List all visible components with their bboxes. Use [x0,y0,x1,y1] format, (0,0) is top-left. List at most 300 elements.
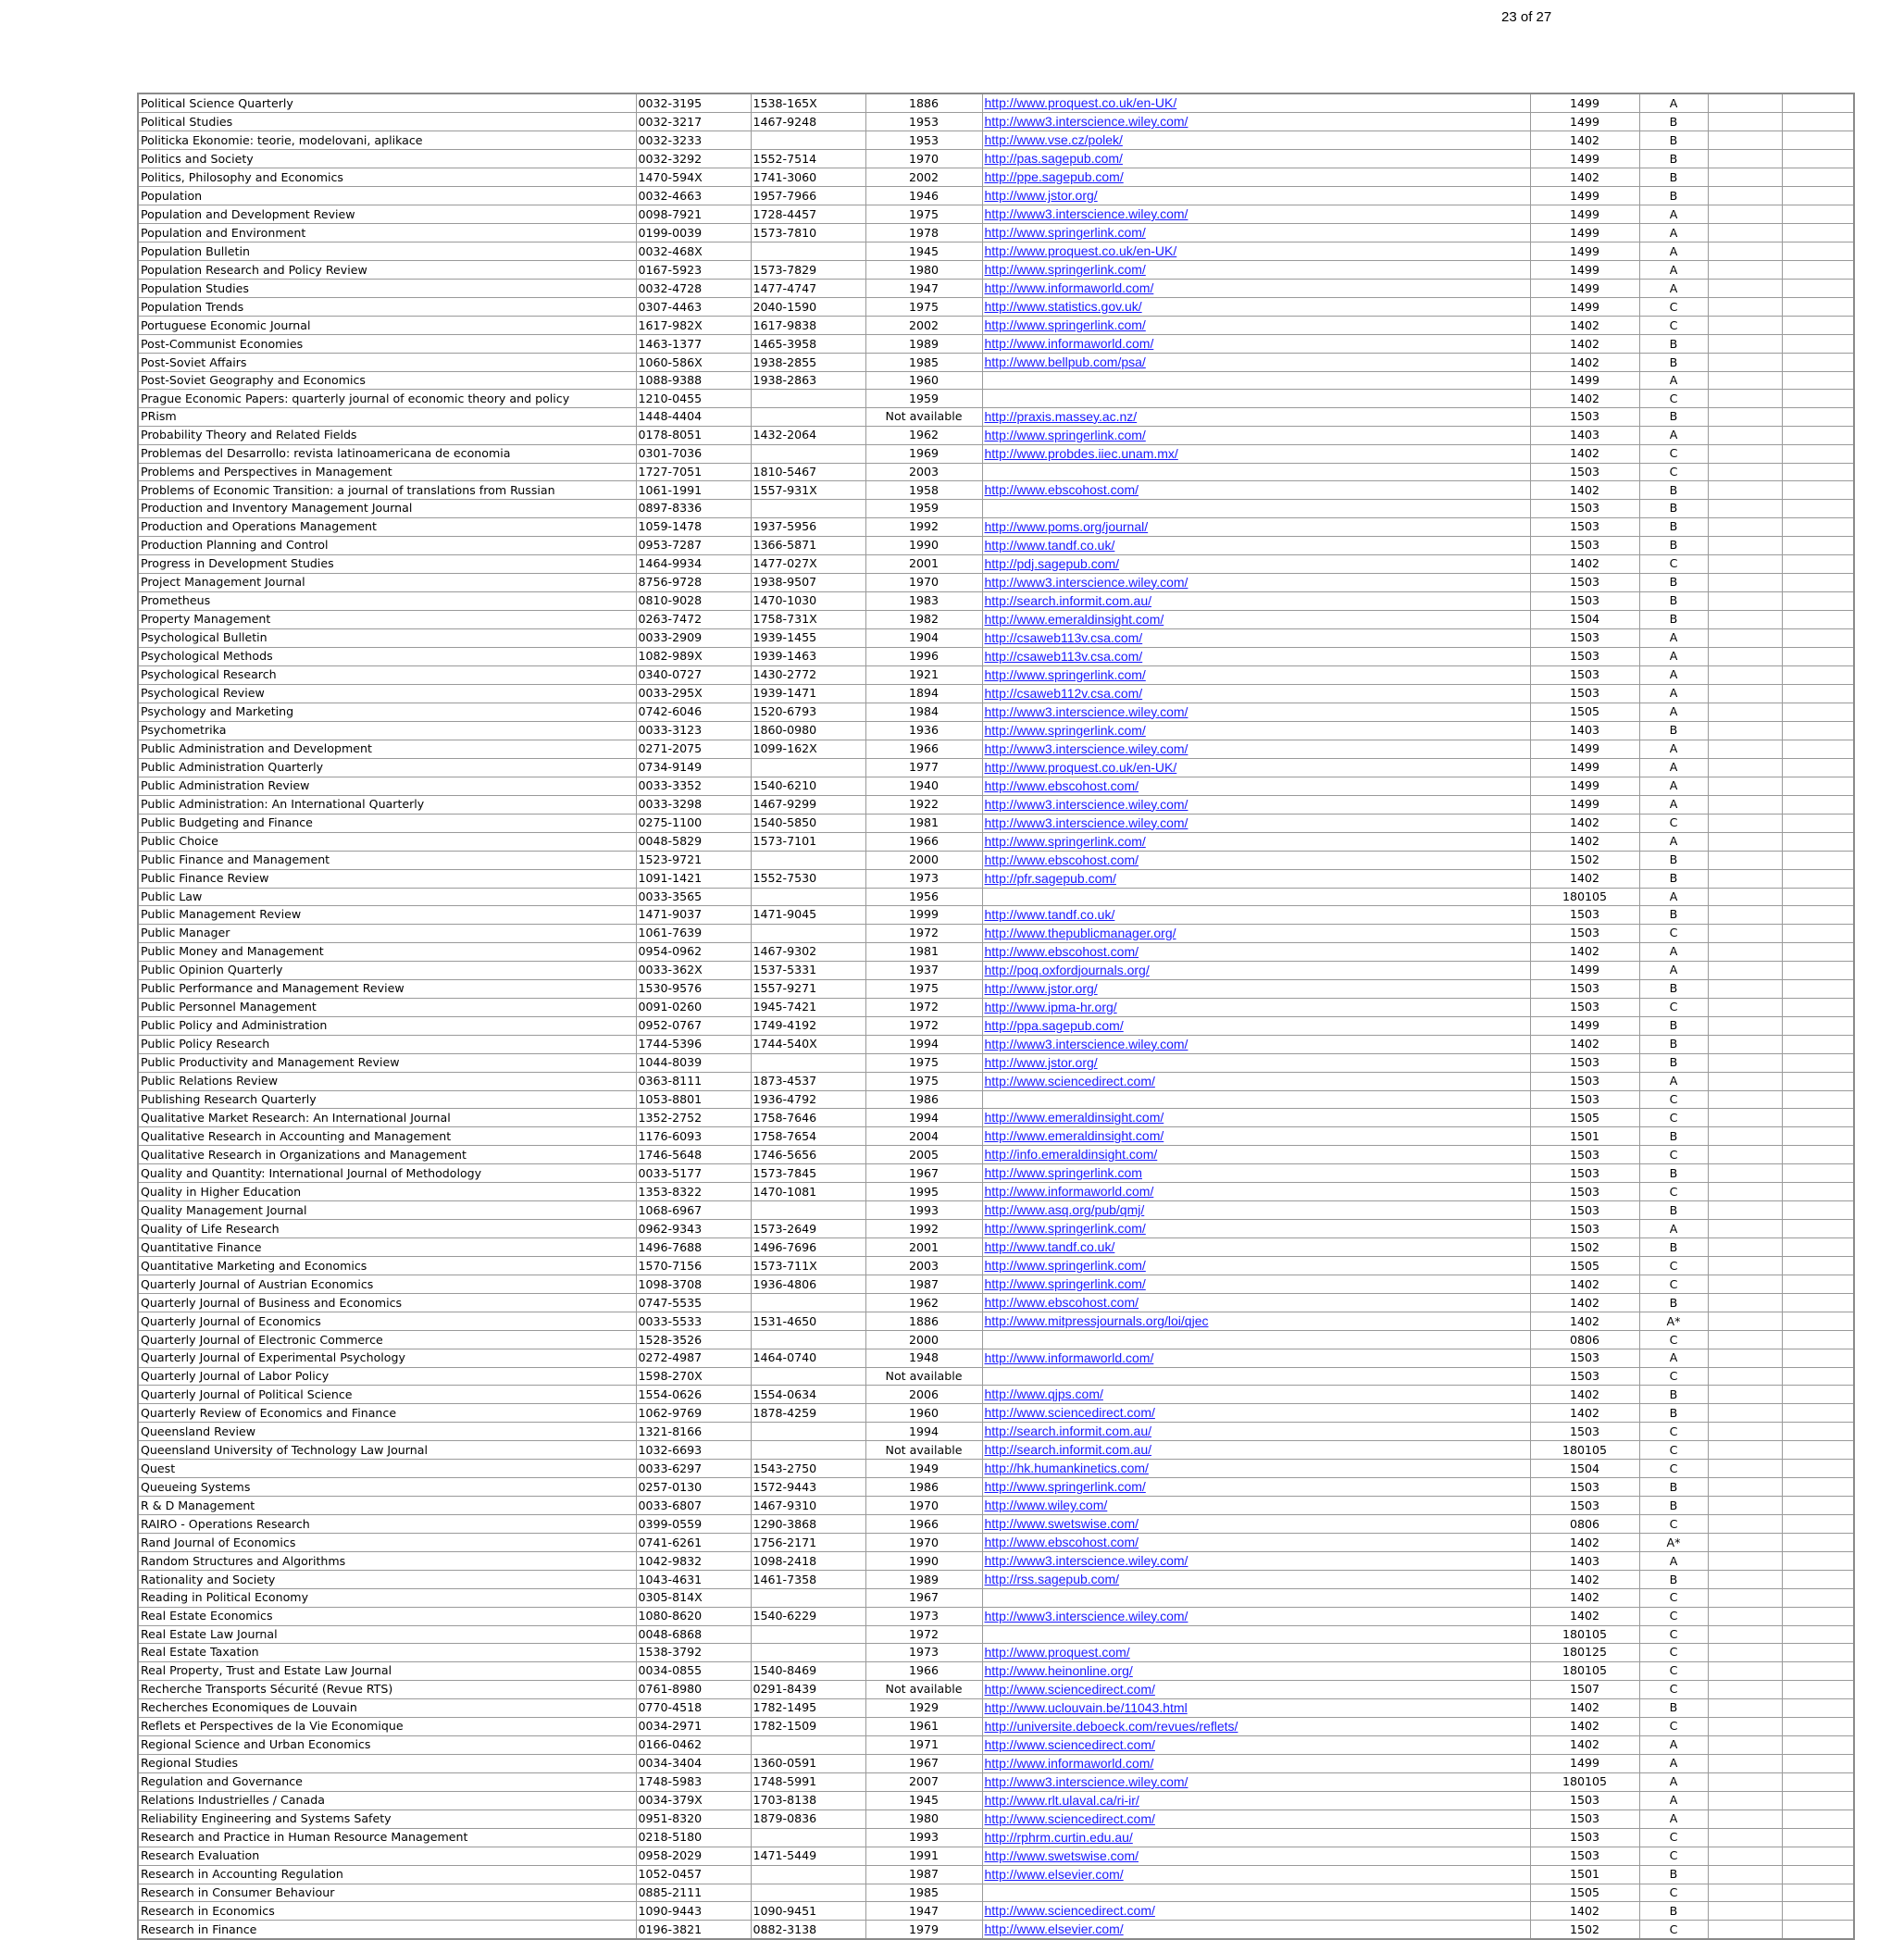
for-code-cell: 1501 [1530,1127,1639,1146]
journal-title-cell: Rand Journal of Economics [138,1534,636,1552]
empty-cell [1782,517,1854,536]
eissn-cell: 1748-5991 [751,1772,865,1791]
eissn-cell: 1937-5956 [751,517,865,536]
for-code-cell: 1402 [1530,554,1639,573]
journal-link[interactable]: http://www.asq.org/pub/qmj/ [984,1202,1145,1218]
journal-title-cell: Qualitative Research in Accounting and Management [138,1127,636,1146]
journal-link[interactable]: http://www3.interscience.wiley.com/ [984,740,1188,756]
journal-url-cell [982,1090,1530,1108]
for-code-cell: 1402 [1530,814,1639,832]
start-year-cell: 1937 [865,961,982,979]
empty-cell [1782,1053,1854,1072]
issn-cell: 0741-6261 [636,1534,751,1552]
journal-link[interactable]: http://www.emeraldinsight.com/ [984,611,1164,627]
journal-url-cell [982,1275,1530,1294]
empty-cell [1708,1735,1782,1754]
start-year-cell: 1922 [865,795,982,814]
empty-cell [1782,113,1854,131]
journal-url-cell [982,647,1530,665]
empty-cell [1782,1754,1854,1772]
empty-cell [1708,187,1782,205]
issn-cell: 0734-9149 [636,758,751,777]
journal-link[interactable]: http://search.informit.com.au/ [984,1424,1152,1439]
rank-cell: C [1639,814,1708,832]
journal-title-cell: Real Property, Trust and Estate Law Journal [138,1661,636,1680]
for-code-cell: 1505 [1530,1109,1639,1127]
eissn-cell: 1557-9271 [751,979,865,998]
journal-title-cell: Probability Theory and Related Fields [138,426,636,444]
journal-url-cell [982,1053,1530,1072]
rank-cell: B [1639,113,1708,131]
journal-link[interactable]: http://www.ebscohost.com/ [984,482,1139,498]
journal-link[interactable]: http://www.tandf.co.uk/ [984,1239,1115,1255]
journal-link[interactable]: http://www.ebscohost.com/ [984,852,1139,867]
journal-link[interactable]: http://www.bellpub.com/psa/ [984,354,1146,369]
journal-link[interactable]: http://www.ebscohost.com/ [984,943,1139,959]
journal-link[interactable]: http://www.springerlink.com/ [984,1221,1146,1237]
table-row [138,647,1854,665]
journal-link[interactable]: http://www3.interscience.wiley.com/ [984,1036,1188,1051]
journal-title-cell: Qualitative Research in Organizations and Management [138,1146,636,1164]
journal-link[interactable]: http://www3.interscience.wiley.com/ [984,1608,1188,1623]
empty-cell [1708,1865,1782,1884]
table-row [138,851,1854,869]
start-year-cell: 1973 [865,1607,982,1625]
journal-link[interactable]: http://www.sciencedirect.com/ [984,1073,1155,1088]
rank-cell: B [1639,1294,1708,1312]
issn-cell: 1727-7051 [636,463,751,480]
journal-url-cell [982,1921,1530,1940]
rank-cell: A [1639,1552,1708,1571]
journal-link[interactable]: http://www.informaworld.com/ [984,1755,1154,1771]
empty-cell [1708,1090,1782,1108]
journal-link[interactable]: http://www.proquest.co.uk/en-UK/ [984,95,1177,110]
journal-link[interactable]: http://csaweb112v.csa.com/ [984,685,1143,701]
table-row [138,1090,1854,1108]
journal-title-cell: Random Structures and Algorithms [138,1552,636,1571]
journal-url-cell [982,1035,1530,1053]
journal-link[interactable]: http://www.springerlink.com/ [984,833,1146,849]
journal-title-cell: Public Relations Review [138,1072,636,1090]
start-year-cell: 1945 [865,242,982,261]
journal-link[interactable]: http://www.springerlink.com [984,1165,1142,1181]
journal-title-cell: Production Planning and Control [138,536,636,554]
empty-cell [1782,740,1854,758]
table-row [138,1847,1854,1865]
start-year-cell: 1958 [865,481,982,500]
empty-cell [1782,961,1854,979]
journal-url-cell [982,1164,1530,1183]
rank-cell: B [1639,500,1708,517]
journal-link[interactable]: http://www.springerlink.com/ [984,1479,1146,1495]
empty-cell [1782,1717,1854,1735]
empty-cell [1708,1312,1782,1331]
for-code-cell: 1403 [1530,426,1639,444]
empty-cell [1708,261,1782,280]
eissn-cell [751,758,865,777]
journal-link[interactable]: http://www.sciencedirect.com/ [984,1810,1155,1826]
rank-cell: B [1639,1698,1708,1717]
table-row [138,390,1854,407]
empty-cell [1782,1220,1854,1238]
eissn-cell: 1543-2750 [751,1460,865,1478]
issn-cell: 0033-295X [636,684,751,703]
issn-cell: 1528-3526 [636,1331,751,1349]
issn-cell: 1471-9037 [636,905,751,924]
rank-cell: A* [1639,1534,1708,1552]
journal-link[interactable]: http://www.springerlink.com/ [984,722,1146,738]
journal-link[interactable]: http://www3.interscience.wiley.com/ [984,574,1188,590]
journal-link[interactable]: http://www.springerlink.com/ [984,427,1146,442]
empty-cell [1782,1016,1854,1035]
for-code-cell: 1499 [1530,372,1639,390]
issn-cell: 1554-0626 [636,1386,751,1404]
empty-cell [1782,979,1854,998]
journal-link[interactable]: http://hk.humankinetics.com/ [984,1461,1149,1476]
table-row [138,1367,1854,1385]
journal-link[interactable]: http://www.poms.org/journal/ [984,518,1149,534]
table-row [138,481,1854,500]
eissn-cell: 1938-2855 [751,354,865,372]
issn-cell: 8756-9728 [636,573,751,591]
journal-link[interactable]: http://www.vse.cz/polek/ [984,132,1123,147]
table-row [138,1921,1854,1940]
journal-link[interactable]: http://www.informaworld.com/ [984,1184,1154,1200]
rank-cell: A [1639,795,1708,814]
empty-cell [1782,1772,1854,1791]
table-row [138,628,1854,647]
rank-cell: C [1639,924,1708,942]
journal-link[interactable]: http://www.mitpressjournals.org/loi/qjec [984,1313,1209,1329]
issn-cell: 1210-0455 [636,390,751,407]
start-year-cell: 1994 [865,1109,982,1127]
journal-link[interactable]: http://www.proquest.co.uk/en-UK/ [984,243,1177,258]
journal-link[interactable]: http://universite.deboeck.com/revues/reflets/ [984,1718,1238,1734]
table-row [138,1589,1854,1607]
for-code-cell: 1503 [1530,517,1639,536]
rank-cell: B [1639,168,1708,187]
journal-link[interactable]: http://www.jstor.org/ [984,1054,1098,1070]
journal-title-cell: RAIRO - Operations Research [138,1515,636,1534]
for-code-cell: 1503 [1530,1478,1639,1497]
journal-url-cell [982,1367,1530,1385]
issn-cell: 1098-3708 [636,1275,751,1294]
for-code-cell: 1402 [1530,1571,1639,1589]
journal-link[interactable]: http://www.elsevier.com/ [984,1866,1124,1882]
issn-cell: 1570-7156 [636,1257,751,1275]
journal-url-cell [982,131,1530,150]
journal-link[interactable]: http://www.uclouvain.be/11043.html [984,1699,1188,1715]
journal-link[interactable]: http://www.proquest.co.uk/en-UK/ [984,759,1177,775]
journal-url-cell [982,554,1530,573]
journal-link[interactable]: http://www.informaworld.com/ [984,1349,1154,1365]
journal-link[interactable]: http://www.sciencedirect.com/ [984,1405,1155,1421]
empty-cell [1782,1367,1854,1385]
rank-cell: A [1639,1349,1708,1367]
empty-cell [1708,224,1782,242]
empty-cell [1708,1515,1782,1534]
rank-cell: A [1639,1791,1708,1809]
table-row [138,684,1854,703]
journal-url-cell [982,1680,1530,1698]
eissn-cell: 1936-4792 [751,1090,865,1108]
journal-title-cell: Quantitative Marketing and Economics [138,1257,636,1275]
rank-cell: A [1639,242,1708,261]
table-row [138,1035,1854,1053]
journal-link[interactable]: http://www.informaworld.com/ [984,280,1154,295]
for-code-cell: 1504 [1530,1460,1639,1478]
journal-url-cell [982,1847,1530,1865]
eissn-cell: 1531-4650 [751,1312,865,1331]
journal-link[interactable]: http://info.emeraldinsight.com/ [984,1147,1158,1163]
for-code-cell: 1499 [1530,113,1639,131]
start-year-cell: 2003 [865,463,982,480]
journal-link[interactable]: http://www.rlt.ulaval.ca/ri-ir/ [984,1792,1139,1808]
issn-cell: 0032-3292 [636,150,751,168]
journal-link[interactable]: http://www3.interscience.wiley.com/ [984,1553,1188,1569]
start-year-cell: 1886 [865,1312,982,1331]
empty-cell [1708,924,1782,942]
empty-cell [1782,150,1854,168]
start-year-cell: 1966 [865,1661,982,1680]
for-code-cell: 0806 [1530,1515,1639,1534]
empty-cell [1708,684,1782,703]
journal-link[interactable]: http://www.ebscohost.com/ [984,777,1139,793]
empty-cell [1708,1275,1782,1294]
journal-link[interactable]: http://www.springerlink.com/ [984,1276,1146,1292]
journal-url-cell [982,481,1530,500]
journal-link[interactable]: http://www.qjps.com/ [984,1387,1103,1402]
journal-link[interactable]: http://www.tandf.co.uk/ [984,906,1115,922]
start-year-cell: 1987 [865,1865,982,1884]
table-row [138,979,1854,998]
rank-cell: A [1639,372,1708,390]
empty-cell [1708,150,1782,168]
empty-cell [1782,814,1854,832]
journal-title-cell: Prague Economic Papers: quarterly journal of economic theory and policy [138,390,636,407]
journal-link[interactable]: http://www.elsevier.com/ [984,1921,1124,1937]
table-row [138,1072,1854,1090]
issn-cell: 0747-5535 [636,1294,751,1312]
rank-cell: C [1639,1625,1708,1643]
journal-link[interactable]: http://ppa.sagepub.com/ [984,1017,1124,1033]
journal-link[interactable]: http://www.informaworld.com/ [984,336,1154,351]
eissn-cell [751,500,865,517]
empty-cell [1782,407,1854,426]
eissn-cell: 1557-931X [751,481,865,500]
eissn-cell: 1939-1455 [751,628,865,647]
journal-link[interactable]: http://www.tandf.co.uk/ [984,537,1115,553]
start-year-cell: 1946 [865,187,982,205]
rank-cell: B [1639,187,1708,205]
table-row [138,1109,1854,1127]
issn-cell: 0033-3565 [636,888,751,905]
issn-cell: 1062-9769 [636,1404,751,1423]
journal-link[interactable]: http://praxis.massey.ac.nz/ [984,408,1138,424]
for-code-cell: 1503 [1530,1146,1639,1164]
journal-link[interactable]: http://www.ebscohost.com/ [984,1535,1139,1550]
rank-cell: B [1639,1478,1708,1497]
journal-url-cell [982,888,1530,905]
rank-cell: C [1639,1921,1708,1940]
start-year-cell: 1940 [865,777,982,795]
journal-title-cell: Population and Environment [138,224,636,242]
rank-cell: C [1639,444,1708,463]
journal-link[interactable]: http://www.thepublicmanager.org/ [984,925,1176,940]
empty-cell [1782,1331,1854,1349]
for-code-cell: 1402 [1530,1902,1639,1921]
start-year-cell: Not available [865,1680,982,1698]
journal-link[interactable]: http://www.jstor.org/ [984,980,1098,996]
journal-link[interactable]: http://rphrm.curtin.edu.au/ [984,1829,1133,1845]
for-code-cell: 1503 [1530,979,1639,998]
journal-link[interactable]: http://www3.interscience.wiley.com/ [984,815,1188,830]
journal-link[interactable]: http://www3.interscience.wiley.com/ [984,703,1188,719]
empty-cell [1708,1884,1782,1901]
journal-link[interactable]: http://www3.interscience.wiley.com/ [984,1773,1188,1789]
journal-link[interactable]: http://www.ebscohost.com/ [984,1295,1139,1311]
rank-cell: C [1639,1661,1708,1680]
journal-link[interactable]: http://www.swetswise.com/ [984,1516,1139,1532]
start-year-cell: 1947 [865,280,982,298]
journal-link[interactable]: http://www.swetswise.com/ [984,1847,1139,1863]
empty-cell [1708,1072,1782,1090]
issn-cell: 0033-5533 [636,1312,751,1331]
journal-link[interactable]: http://www.statistics.gov.uk/ [984,299,1142,314]
rank-cell: A [1639,758,1708,777]
rank-cell: C [1639,1884,1708,1901]
journal-link[interactable]: http://www.springerlink.com/ [984,1258,1146,1274]
journal-link[interactable]: http://pfr.sagepub.com/ [984,870,1116,886]
rank-cell: C [1639,1460,1708,1478]
start-year-cell: 1971 [865,1735,982,1754]
journal-link[interactable]: http://csaweb113v.csa.com/ [984,648,1143,664]
journal-link[interactable]: http://www.proquest.com/ [984,1644,1130,1660]
issn-cell: 1082-989X [636,647,751,665]
start-year-cell: 1956 [865,888,982,905]
rank-cell: B [1639,851,1708,869]
journal-link[interactable]: http://rss.sagepub.com/ [984,1572,1120,1587]
eissn-cell: 1782-1509 [751,1717,865,1735]
journal-link[interactable]: http://www.wiley.com/ [984,1498,1108,1513]
rank-cell: C [1639,1331,1708,1349]
for-code-cell: 1503 [1530,1164,1639,1183]
journal-link[interactable]: http://www.springerlink.com/ [984,666,1146,682]
journal-link[interactable]: http://www.sciencedirect.com/ [984,1903,1155,1919]
table-row [138,1312,1854,1331]
start-year-cell: 1990 [865,1552,982,1571]
eissn-cell: 1957-7966 [751,187,865,205]
table-row [138,740,1854,758]
rank-cell: C [1639,1847,1708,1865]
empty-cell [1782,1552,1854,1571]
journal-link[interactable]: http://www.probdes.iiec.unam.mx/ [984,445,1178,461]
journal-link[interactable]: http://pas.sagepub.com/ [984,151,1123,166]
journal-url-cell [982,869,1530,888]
rank-cell: C [1639,1423,1708,1441]
empty-cell [1708,665,1782,684]
for-code-cell: 1499 [1530,740,1639,758]
journal-link[interactable]: http://search.informit.com.au/ [984,1442,1152,1458]
issn-cell: 0048-5829 [636,832,751,851]
journal-link[interactable]: http://csaweb113v.csa.com/ [984,629,1143,645]
journal-link[interactable]: http://www.emeraldinsight.com/ [984,1128,1164,1144]
for-code-cell: 1402 [1530,1386,1639,1404]
empty-cell [1782,1865,1854,1884]
rank-cell: B [1639,131,1708,150]
for-code-cell: 1503 [1530,1423,1639,1441]
issn-cell: 0951-8320 [636,1809,751,1828]
journal-link[interactable]: http://www.springerlink.com/ [984,317,1146,332]
eissn-cell: 1465-3958 [751,335,865,354]
eissn-cell: 1464-0740 [751,1349,865,1367]
journal-url-cell [982,721,1530,740]
journal-link[interactable]: http://www3.interscience.wiley.com/ [984,796,1188,812]
empty-cell [1782,591,1854,610]
rank-cell: A [1639,224,1708,242]
eissn-cell: 1936-4806 [751,1275,865,1294]
empty-cell [1782,1201,1854,1220]
journal-link[interactable]: http://www.sciencedirect.com/ [984,1681,1155,1697]
journal-link[interactable]: http://www.ipma-hr.org/ [984,999,1117,1014]
for-code-cell: 1499 [1530,298,1639,317]
journal-title-cell: Reading in Political Economy [138,1589,636,1607]
empty-cell [1708,463,1782,480]
start-year-cell: 1987 [865,1275,982,1294]
journal-title-cell: Regional Studies [138,1754,636,1772]
rank-cell: C [1639,1109,1708,1127]
table-row [138,131,1854,150]
journal-link[interactable]: http://pdj.sagepub.com/ [984,555,1120,571]
table-row [138,942,1854,961]
journal-url-cell [982,1515,1530,1534]
rank-cell: C [1639,1183,1708,1201]
start-year-cell: 1990 [865,536,982,554]
journal-url-cell [982,814,1530,832]
issn-cell: 0091-0260 [636,998,751,1016]
journal-link[interactable]: http://www.springerlink.com/ [984,225,1146,240]
journal-title-cell: Population Trends [138,298,636,317]
journal-url-cell [982,905,1530,924]
issn-cell: 0952-0767 [636,1016,751,1035]
journal-link[interactable]: http://www.springerlink.com/ [984,262,1146,277]
journal-title-cell: Public Personnel Management [138,998,636,1016]
journal-link[interactable]: http://www3.interscience.wiley.com/ [984,114,1188,129]
start-year-cell: 1975 [865,298,982,317]
journal-link[interactable]: http://www.jstor.org/ [984,188,1098,203]
start-year-cell: 2002 [865,168,982,187]
journal-title-cell: Portuguese Economic Journal [138,317,636,335]
journal-link[interactable]: http://search.informit.com.au/ [984,592,1152,608]
journal-url-cell [982,390,1530,407]
empty-cell [1708,1828,1782,1847]
journal-link[interactable]: http://www.emeraldinsight.com/ [984,1110,1164,1125]
journal-title-cell: Politics, Philosophy and Economics [138,168,636,187]
journal-link[interactable]: http://www.sciencedirect.com/ [984,1736,1155,1752]
rank-cell: A [1639,280,1708,298]
issn-cell: 1538-3792 [636,1643,751,1661]
journal-url-cell [982,591,1530,610]
journal-link[interactable]: http://www.heinonline.org/ [984,1662,1133,1678]
journal-link[interactable]: http://www3.interscience.wiley.com/ [984,206,1188,221]
eissn-cell [751,1294,865,1312]
for-code-cell: 1402 [1530,1312,1639,1331]
eissn-cell: 1938-9507 [751,573,865,591]
journal-title-cell: Public Manager [138,924,636,942]
journal-link[interactable]: http://ppe.sagepub.com/ [984,169,1124,184]
for-code-cell: 180105 [1530,1661,1639,1680]
journal-link[interactable]: http://poq.oxfordjournals.org/ [984,962,1150,977]
